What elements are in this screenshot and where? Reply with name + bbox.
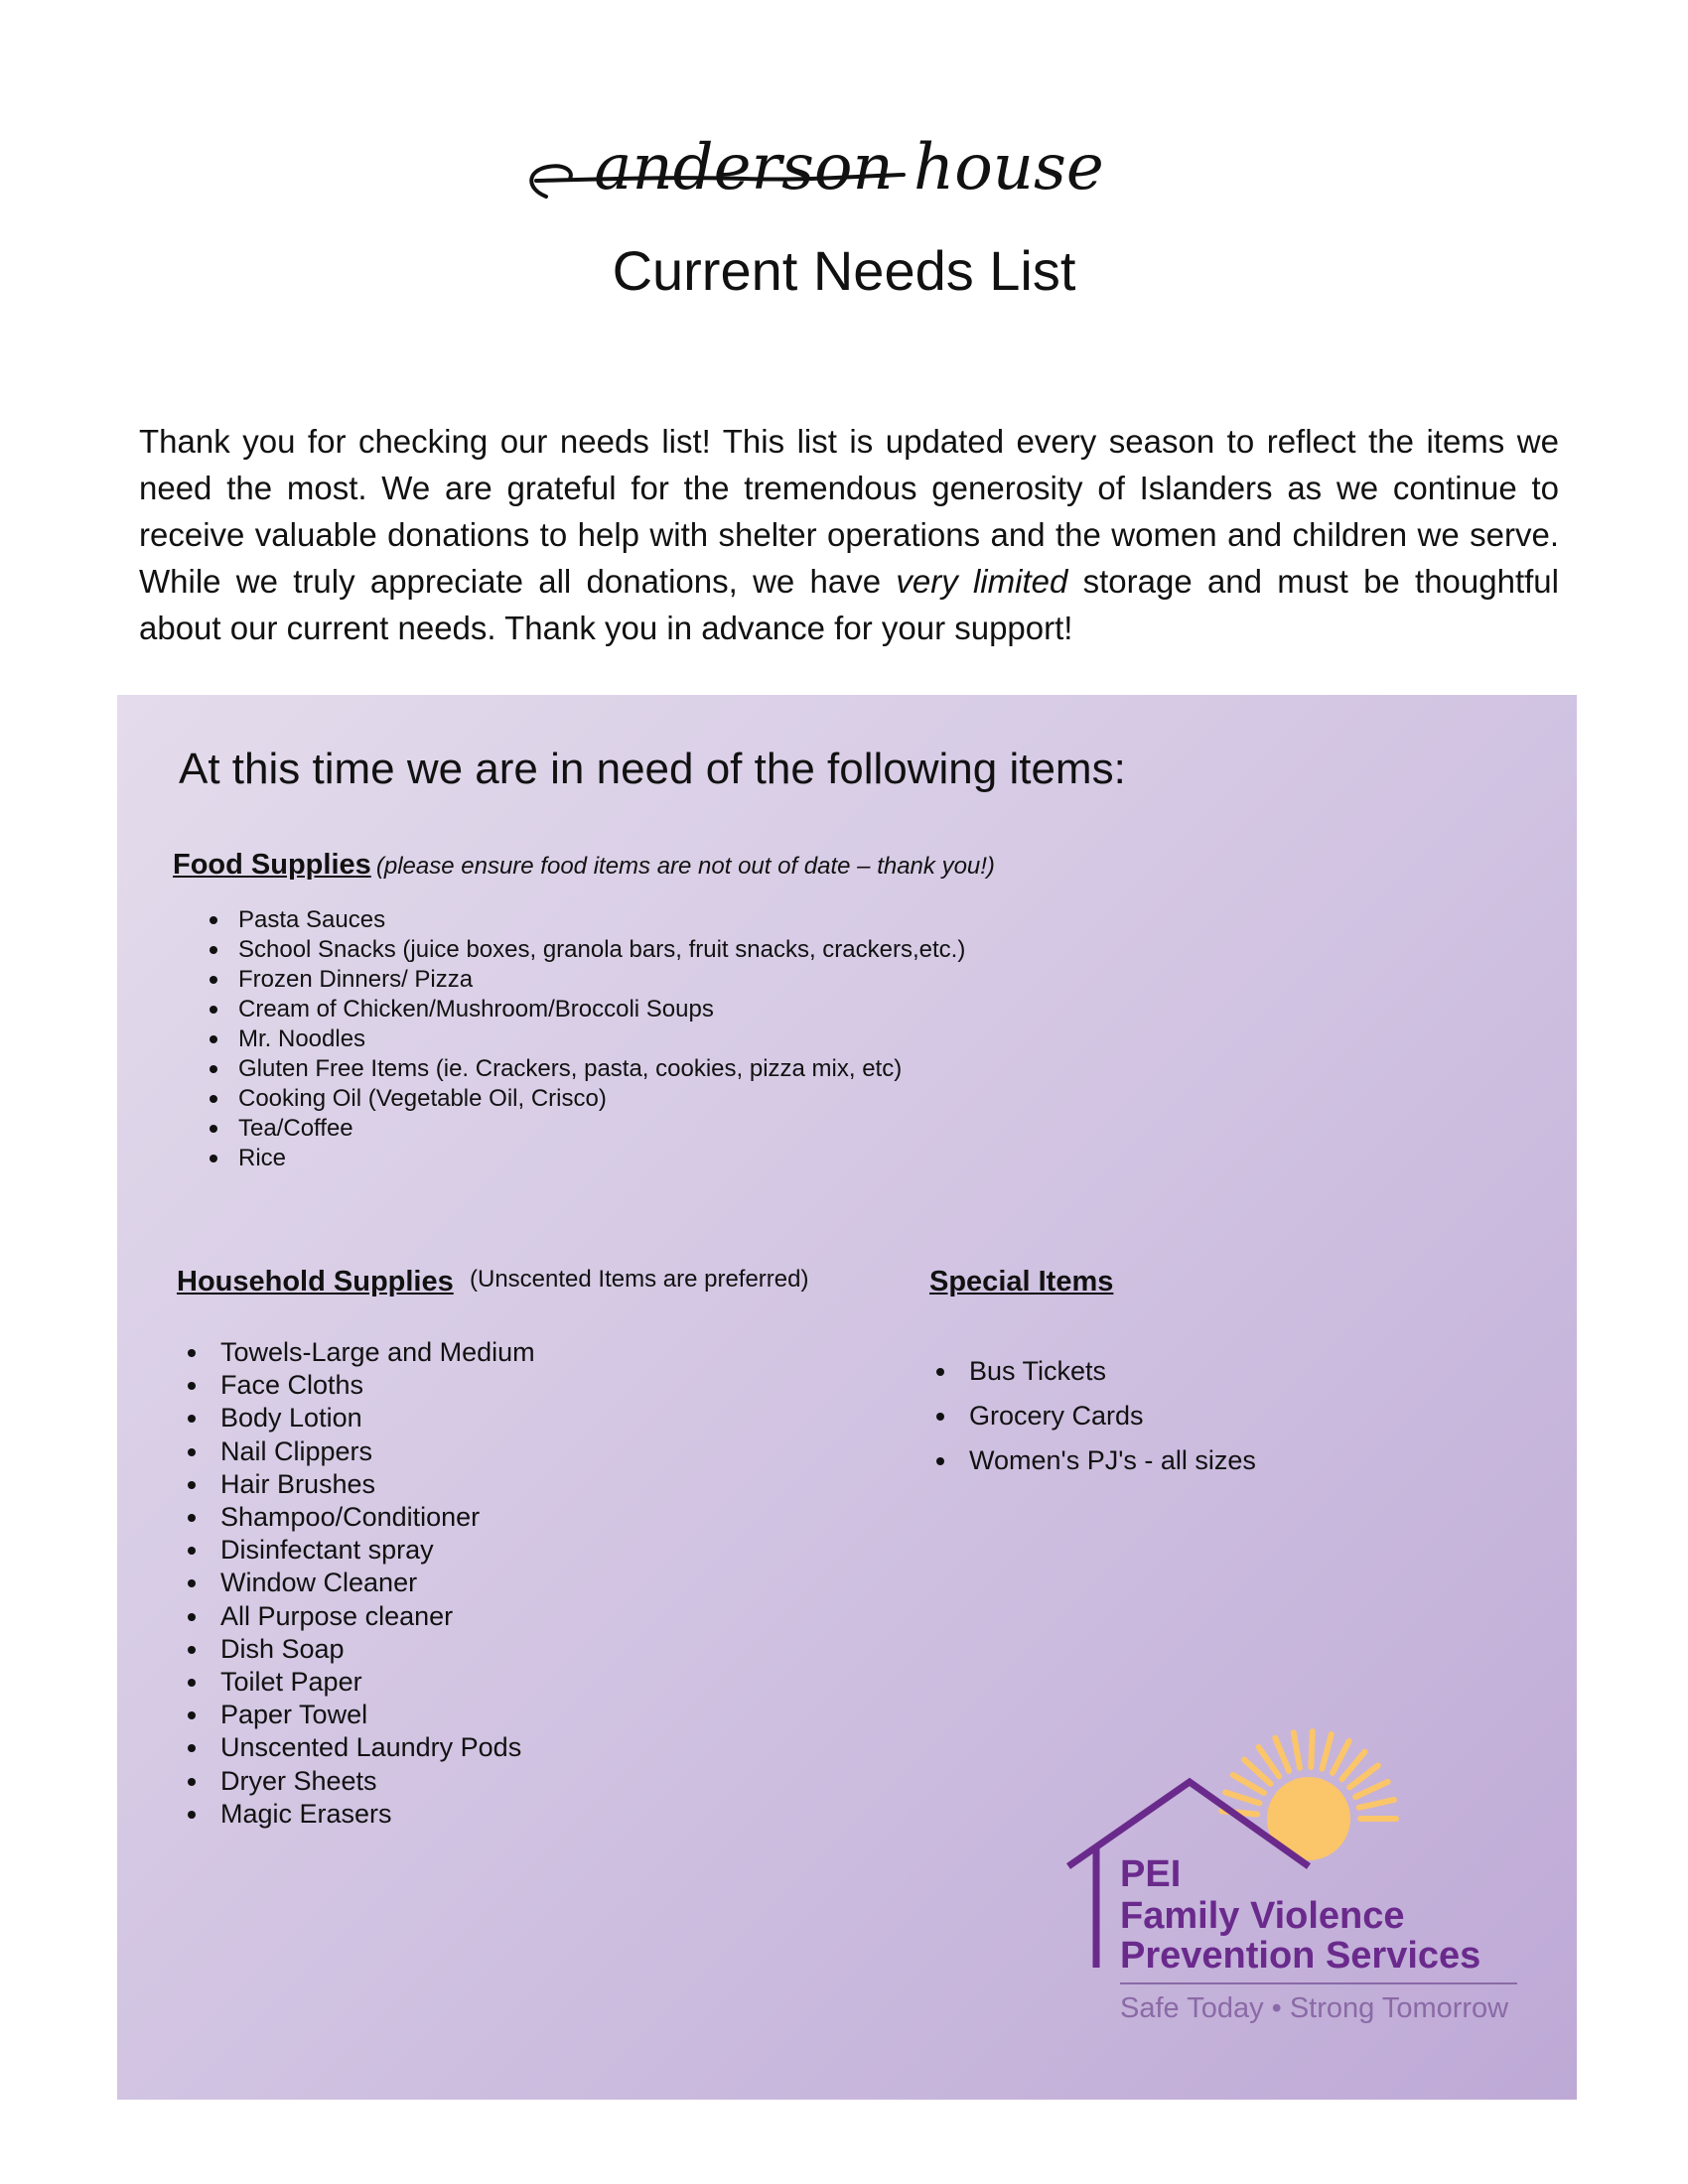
list-item: Towels-Large and Medium <box>220 1336 535 1369</box>
list-item: Magic Erasers <box>220 1798 535 1831</box>
list-item: Cream of Chicken/Mushroom/Broccoli Soups <box>238 995 965 1024</box>
list-item: Body Lotion <box>220 1402 535 1434</box>
household-section-title: Household Supplies <box>177 1266 454 1297</box>
list-item: Cooking Oil (Vegetable Oil, Crisco) <box>238 1084 965 1114</box>
intro-paragraph <box>139 418 1559 651</box>
list-item: Nail Clippers <box>220 1435 535 1468</box>
list-item: Bus Tickets <box>969 1349 1256 1394</box>
list-item: Hair Brushes <box>220 1468 535 1501</box>
sun-ray <box>1355 1782 1388 1797</box>
logo-tagline: Safe Today • Strong Tomorrow <box>1120 1992 1509 2024</box>
sun-icon <box>1221 1731 1396 1860</box>
list-item: Dryer Sheets <box>220 1765 535 1798</box>
sun-ray <box>1333 1741 1349 1773</box>
list-item: Shampoo/Conditioner <box>220 1501 535 1534</box>
list-item: Grocery Cards <box>969 1394 1256 1438</box>
anderson-house-script-logo <box>506 119 1182 228</box>
food-section-title: Food Supplies <box>173 849 371 881</box>
sun-ray <box>1233 1775 1264 1793</box>
list-item: Mr. Noodles <box>238 1024 965 1054</box>
list-item: All Purpose cleaner <box>220 1600 535 1633</box>
intro-text-start: Thank you for checking our needs list! This list is updated every season to reflect the items we need the most. We are grateful for the tremendous generosity of Islanders as we continue to receive valuable donations to help with shelter operations and the women and children we serve. While we truly appreciate all donations, we have <box>139 423 1559 600</box>
logo-line-family-violence: Family Violence <box>1120 1895 1405 1937</box>
sun-ray <box>1294 1732 1300 1767</box>
special-list <box>969 1349 1256 1483</box>
script-logo-text: anderson house <box>594 131 1104 205</box>
list-item: Unscented Laundry Pods <box>220 1731 535 1764</box>
list-item: Tea/Coffee <box>238 1114 965 1144</box>
pei-fvps-logo <box>1058 1727 1525 2075</box>
list-item: Frozen Dinners/ Pizza <box>238 965 965 995</box>
intro-emphasis: very limited <box>896 563 1068 600</box>
sun-ray <box>1359 1800 1394 1808</box>
sun-ray <box>1225 1793 1259 1804</box>
list-item: Rice <box>238 1144 965 1173</box>
household-section-note: (Unscented Items are preferred) <box>470 1266 809 1293</box>
logo-line-prevention-services: Prevention Services <box>1120 1935 1481 1977</box>
sun-ray <box>1275 1738 1289 1771</box>
sun-ray <box>1322 1734 1331 1769</box>
list-item: Disinfectant spray <box>220 1534 535 1567</box>
logo-line-pei: PEI <box>1120 1853 1182 1895</box>
household-list <box>220 1336 535 1831</box>
panel-heading: At this time we are in need of the following items: <box>179 745 1126 793</box>
list-item: Pasta Sauces <box>238 905 965 935</box>
page-title: Current Needs List <box>612 239 1076 302</box>
special-section-title: Special Items <box>929 1266 1114 1297</box>
list-item: Gluten Free Items (ie. Crackers, pasta, cookies, pizza mix, etc) <box>238 1054 965 1084</box>
needs-panel <box>117 695 1577 2100</box>
food-section-header <box>173 849 995 882</box>
sun-ray <box>1311 1731 1313 1767</box>
food-section-note: (please ensure food items are not out of date – thank you!) <box>375 853 995 880</box>
list-item: Dish Soap <box>220 1633 535 1666</box>
list-item: Window Cleaner <box>220 1567 535 1599</box>
list-item: School Snacks (juice boxes, granola bars, fruit snacks, crackers,etc.) <box>238 936 966 963</box>
list-item: Toilet Paper <box>220 1666 535 1699</box>
food-list <box>238 905 965 1173</box>
intro-text-end: storage and must be thoughtful about our current needs. Thank you in advance for your support! <box>139 563 1559 646</box>
list-item: Face Cloths <box>220 1369 535 1402</box>
list-item: Paper Towel <box>220 1699 535 1731</box>
list-item: Women's PJ's - all sizes <box>969 1438 1256 1483</box>
